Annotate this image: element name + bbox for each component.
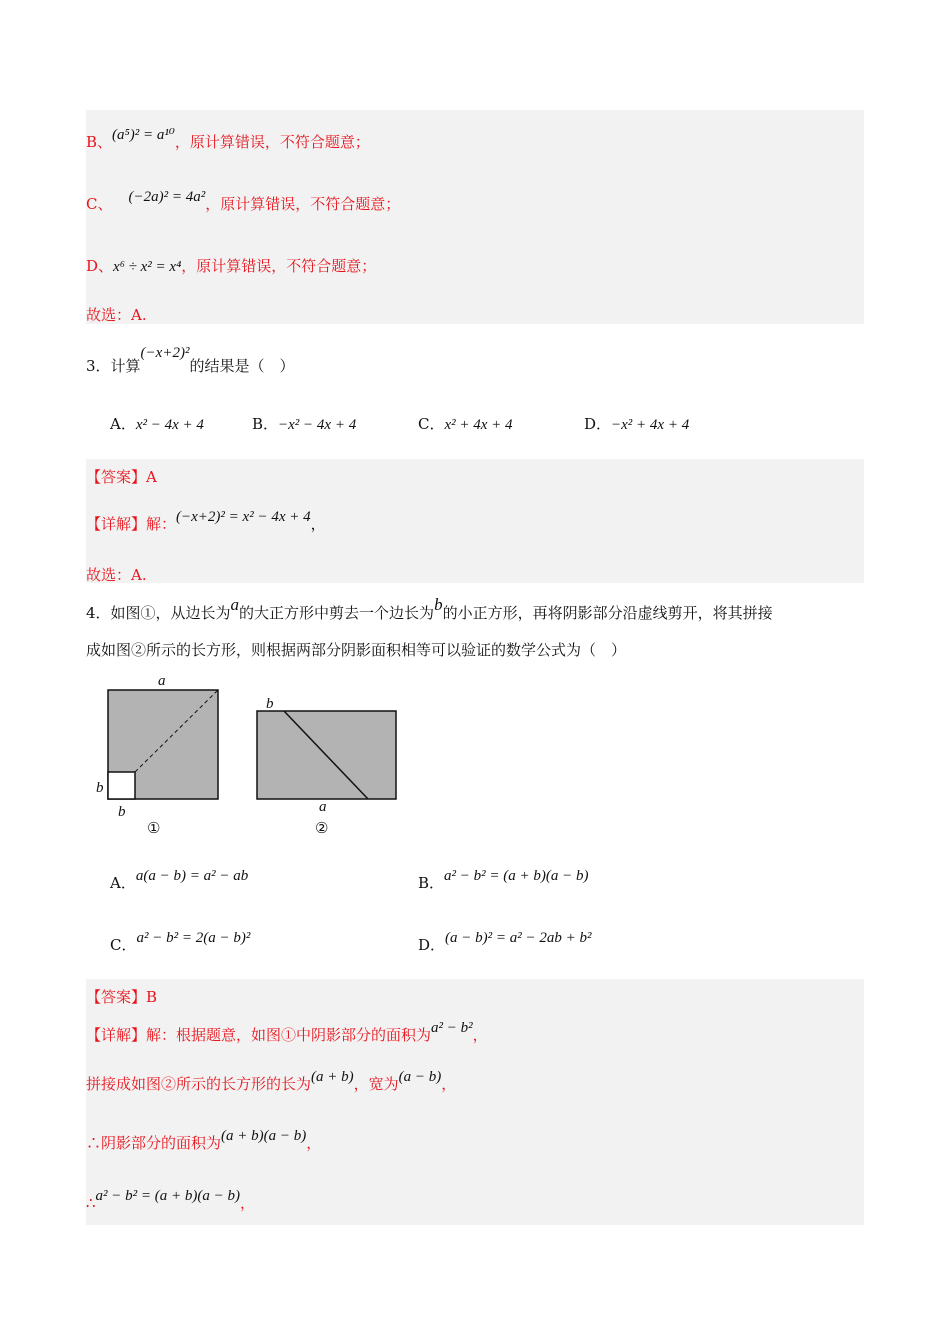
q4-detail-line4: ∴a² − b² = (a + b)(a − b)， [86,1188,256,1212]
formula: x⁶ ÷ x² = x⁴ [113,259,182,275]
formula: (−x+2)² [140,345,190,361]
q4-detail-line3: ∴阴影部分的面积为(a + b)(a − b)， [86,1128,322,1152]
q3-detail: 【详解】解：(−x+2)² = x² − 4x + 4， [86,509,326,533]
fig2-bottom-label: a [319,799,327,815]
q4-detail-line1: 【详解】解：根据题意，如图①中阴影部分的面积为a² − b²， [86,1020,488,1044]
q4-option-c: C．a² − b² = 2(a − b)² [110,930,251,954]
q3-conclusion: 故选：A. [86,566,147,584]
prev-line-b: B、(a⁵)² = a¹⁰，原计算错误，不符合题意； [86,127,370,151]
formula: (a + b)(a − b) [221,1128,307,1144]
formula: (a − b) [398,1069,442,1085]
formula: (a⁵)² = a¹⁰ [112,127,175,143]
q4-option-b: B．a² − b² = (a + b)(a − b) [418,868,589,892]
prev-line-d: D、x⁶ ÷ x² = x⁴，原计算错误，不符合题意； [86,257,377,275]
formula: a² − b² = (a + b)(a − b) [95,1188,241,1204]
fig2-caption: ② [315,821,329,837]
formula: a² − b² [431,1020,473,1036]
q3-option-c: C．x² + 4x + 4 [418,415,513,433]
q3-option-a: A．x² − 4x + 4 [110,415,204,433]
q4-stem-line1: 4．如图①，从边长为a的大正方形中剪去一个边长为b的小正方形，再将阴影部分沿虚线剪开，将其拼接 [86,595,773,622]
q4-figure [90,672,410,842]
q4-option-a: A．a(a − b) = a² − ab [110,868,249,892]
fig1-top-label: a [158,673,166,689]
fig1-bottom-label: b [118,804,126,820]
prev-line-c: C、 (−2a)² = 4a²，原计算错误，不符合题意； [86,189,401,213]
q4-answer: 【答案】B [86,988,158,1006]
fig1-left-label: b [96,780,104,796]
formula: (−2a)² = 4a² [128,189,206,205]
fig2-top-label: b [266,696,274,712]
formula: (a + b) [311,1069,354,1085]
formula: (−x+2)² = x² − 4x + 4 [176,509,311,525]
q3-stem: 3．计算(−x+2)²的结果是（ ） [86,345,295,375]
q3-option-b: B．−x² − 4x + 4 [252,415,357,433]
q4-stem-line2: 成如图②所示的长方形，则根据两部分阴影面积相等可以验证的数学公式为（ ） [86,641,627,659]
q3-answer: 【答案】A [86,468,157,486]
fig1-caption: ① [147,821,161,837]
prev-conclusion: 故选：A. [86,306,147,324]
q4-option-d: D．(a − b)² = a² − 2ab + b² [418,930,592,954]
q4-detail-line2: 拼接成如图②所示的长方形的长为(a + b)，宽为(a − b)， [86,1069,457,1093]
fig1-small-square [108,772,135,799]
q3-option-d: D．−x² + 4x + 4 [584,415,690,433]
